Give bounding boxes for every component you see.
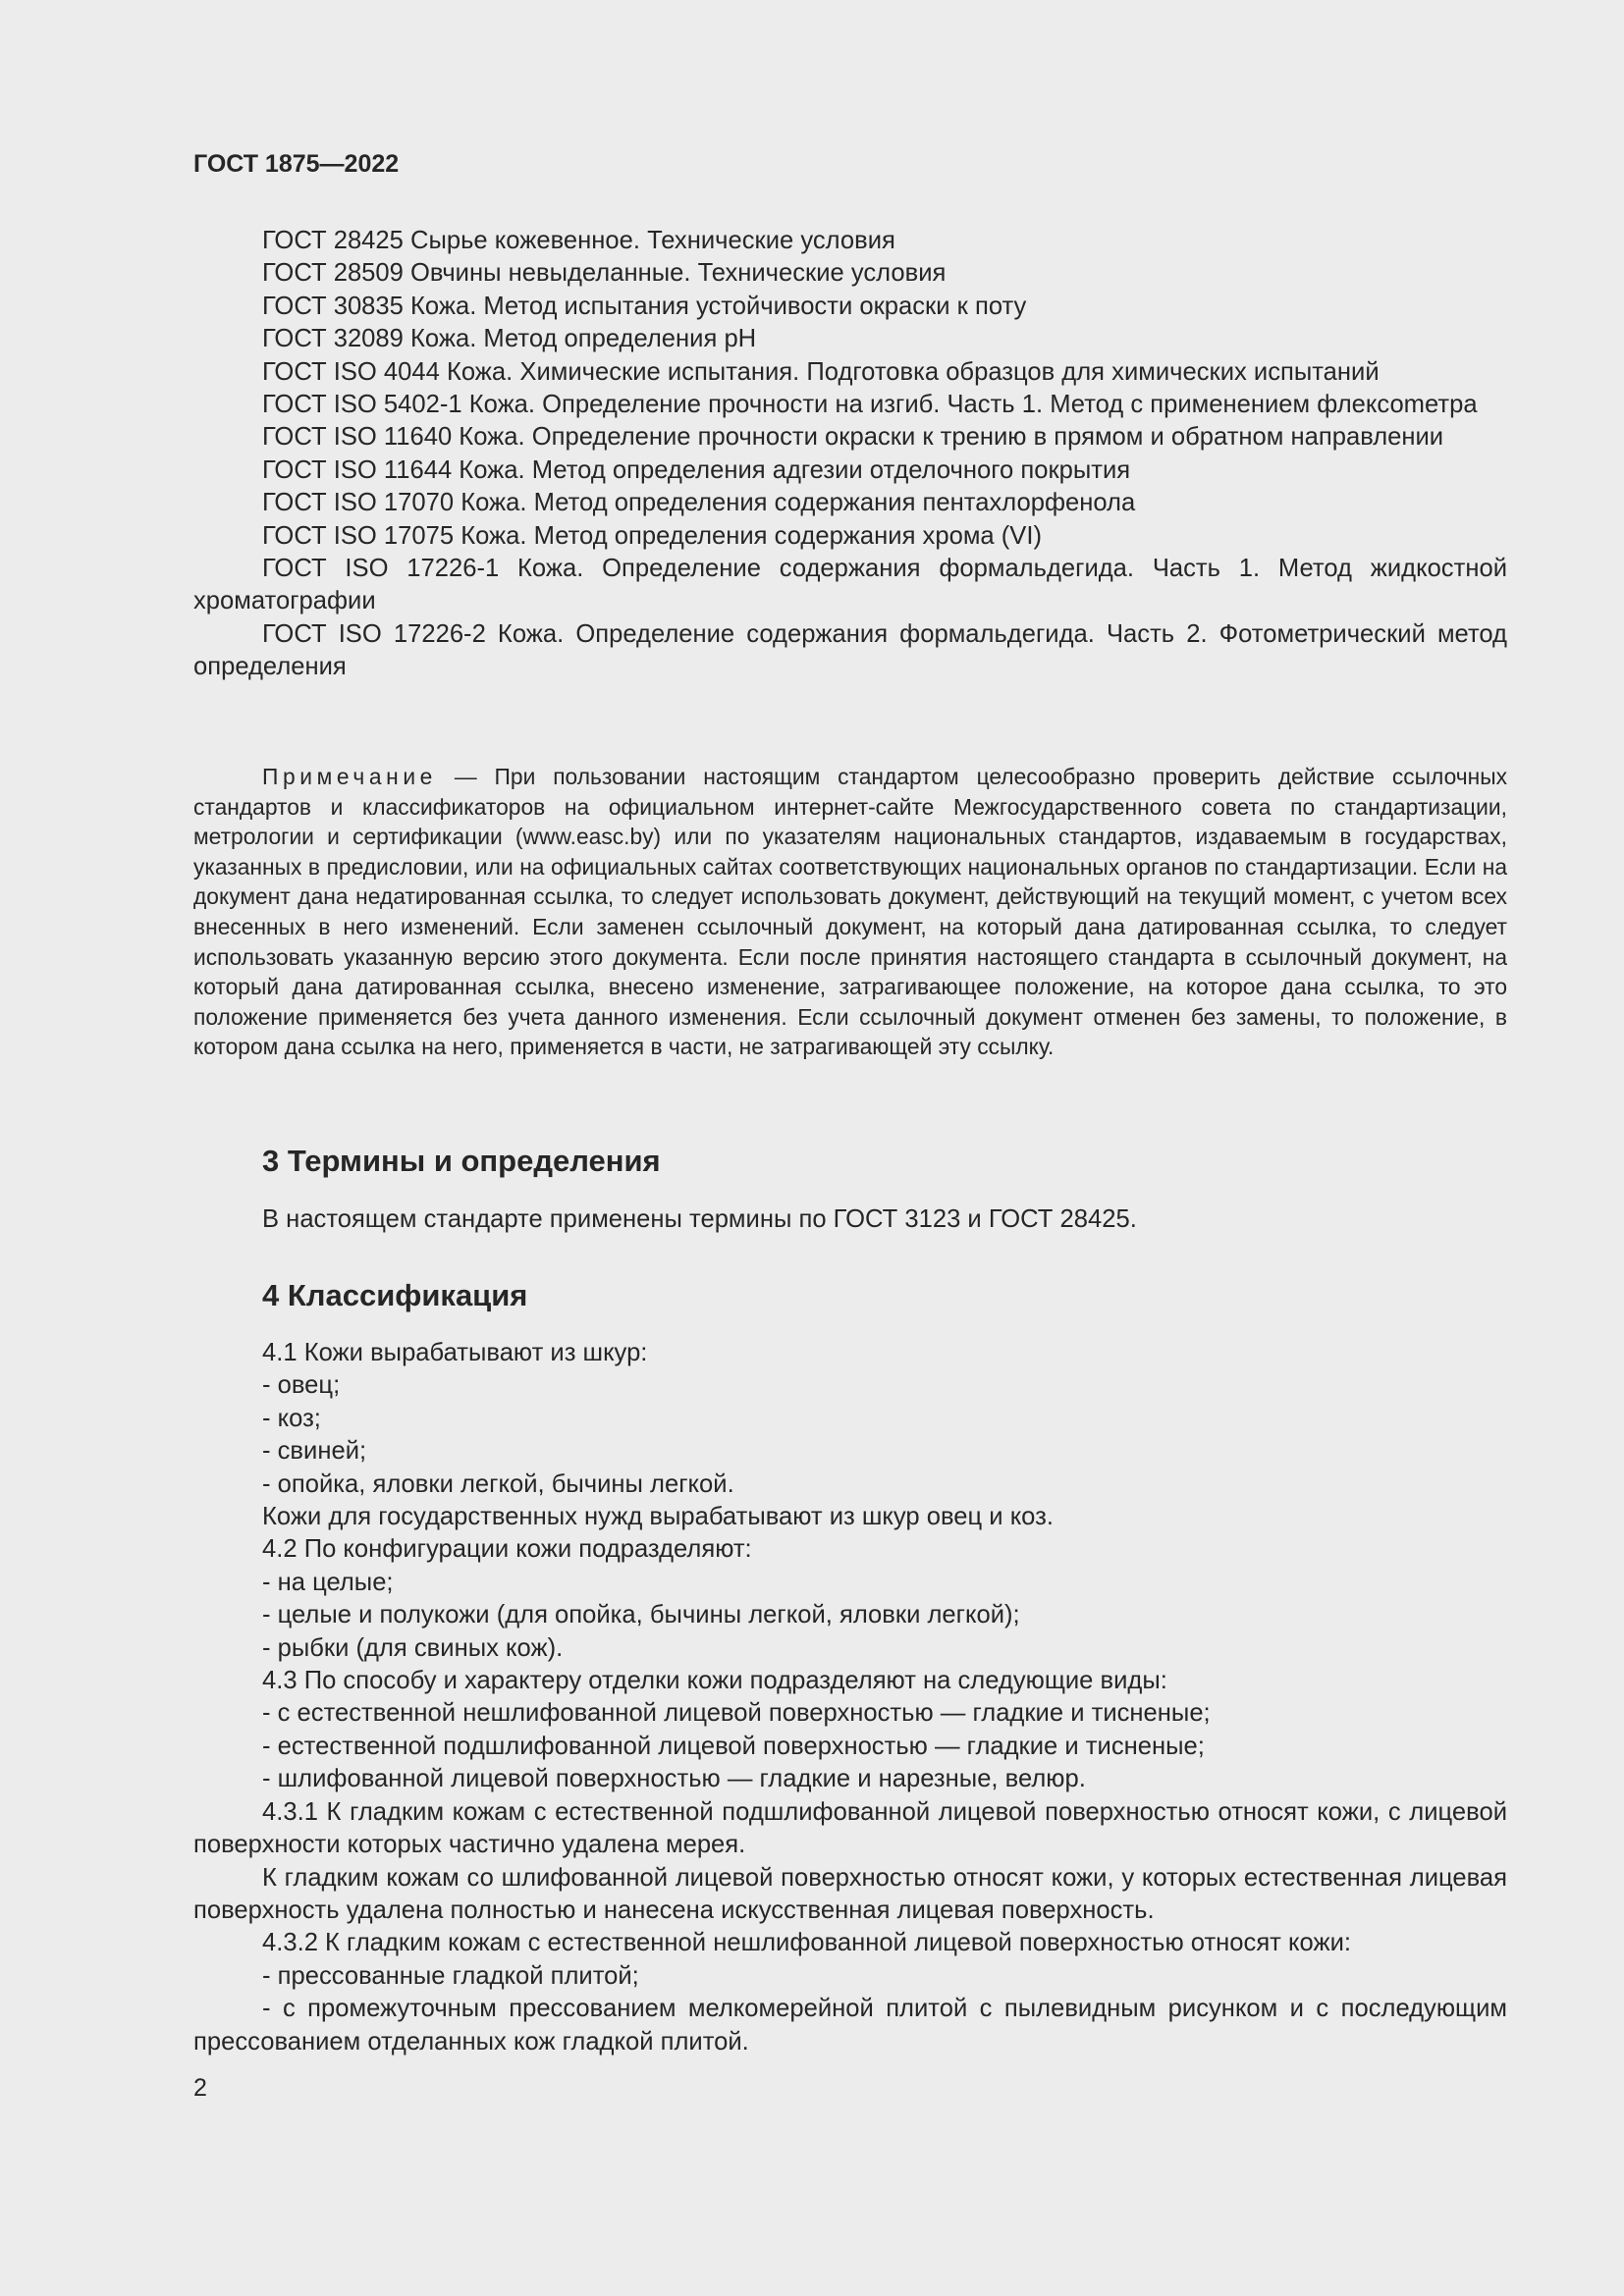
classification-line: - на целые;: [262, 1568, 394, 1596]
document-header: ГОСТ 1875—2022: [193, 150, 400, 178]
classification-line: 4.3.1 К гладким кожам с естественной подшлифованной лицевой поверхностью относят кожи, с лицевой поверхности которых частично удалена мерея.: [193, 1797, 1507, 1859]
reference-item: ГОСТ 28425 Сырье кожевенное. Технические условия: [262, 227, 895, 254]
classification-line: 4.3.2 К гладким кожам с естественной нешлифованной лицевой поверхностью относят кожи:: [262, 1929, 1351, 1957]
section-4-title: 4 Классификация: [262, 1278, 528, 1312]
reference-item: ГОСТ ISO 4044 Кожа. Химические испытания. Подготовка образцов для химических испытаний: [262, 357, 1380, 386]
note-label: Примечание: [262, 764, 437, 789]
section-3-title: 3 Термины и определения: [262, 1144, 661, 1178]
classification-line: - рыбки (для свиных кож).: [262, 1633, 564, 1662]
classification-line: 4.2 По конфигурации кожи подразделяют:: [262, 1535, 752, 1564]
reference-item: ГОСТ ISO 11640 Кожа. Определение прочности окраски к трению в прямом и обратном направлении: [262, 423, 1444, 452]
classification-line: - овец;: [262, 1371, 341, 1400]
reference-item: ГОСТ ISO 17070 Кожа. Метод определения содержания пентахлорфенола: [262, 489, 1136, 517]
classification-line: - прессованные гладкой плитой;: [262, 1961, 639, 1990]
classification-line: Кожи для государственных нужд вырабатывают из шкур овец и коз.: [262, 1503, 1054, 1531]
normative-references-list: [193, 225, 1507, 684]
classification-line: - с промежуточным прессованием мелкомерейной плитой с пылевидным рисунком и с последующим прессованием отделанных кож гладкой плитой.: [193, 1995, 1507, 2056]
reference-item: ГОСТ ISO 11644 Кожа. Метод определения адгезии отделочного покрытия: [262, 455, 1131, 484]
classification-line: - естественной подшлифованной лицевой поверхностью — гладкие и тисненые;: [262, 1732, 1205, 1760]
page-number: 2: [193, 2074, 207, 2102]
reference-item: ГОСТ ISO 17226-1 Кожа. Определение содержания формальдегида. Часть 1. Метод жидкостной хроматографии: [193, 555, 1507, 615]
section-3-text: В настоящем стандарте применены термины по ГОСТ 3123 и ГОСТ 28425.: [262, 1205, 1137, 1233]
classification-line: - с естественной нешлифованной лицевой поверхностью — гладкие и тисненые;: [262, 1699, 1211, 1728]
reference-item: ГОСТ ISO 5402-1 Кожа. Определение прочности на изгиб. Часть 1. Метод с применением флексоmетра: [262, 391, 1478, 419]
classification-line: - целые и полукожи (для опойка, бычины легкой, яловки легкой);: [262, 1601, 1020, 1629]
classification-line: - коз;: [262, 1404, 321, 1432]
classification-line: - шлифованной лицевой поверхностью — гладкие и нарезные, велюр.: [262, 1765, 1086, 1793]
reference-item: ГОСТ ISO 17075 Кожа. Метод определения содержания хрома (VI): [262, 521, 1042, 550]
classification-line: 4.1 Кожи вырабатывают из шкур:: [262, 1339, 648, 1366]
classification-body: [193, 1337, 1507, 2058]
references-note: [193, 762, 1507, 1062]
classification-line: К гладким кожам со шлифованной лицевой поверхностью относят кожи, у которых естественная лицевая поверхность удалена полностью и нанесена искусственная лицевая поверхность.: [193, 1863, 1507, 1924]
classification-line: 4.3 По способу и характеру отделки кожи подразделяют на следующие виды:: [262, 1667, 1167, 1695]
reference-item: ГОСТ 32089 Кожа. Метод определения pH: [262, 325, 757, 353]
reference-item: ГОСТ 30835 Кожа. Метод испытания устойчивости окраски к поту: [262, 292, 1027, 320]
classification-line: - свиней;: [262, 1437, 367, 1466]
note-text: — При пользовании настоящим стандартом целесообразно проверить действие ссылочных стандартов и классификаторов на официальном интернет-сайте Межгосударственного совета по стандартизации, метрологии и сертификации (www.easc.by) или по указателям национальных стандартов, издаваемым в государствах, указанных в предисловии, или на официальных сайтах соответствующих национальных органов по стандартизации. Если на документ дана недатированная ссылка, то следует использовать документ, действующий на текущий момент, с учетом всех внесенных в него изменений. Если заменен ссылочный документ, на который дана датированная ссылка, то следует использовать указанную версию этого документа. Если после принятия настоящего стандарта в ссылочный документ, на который дана датированная ссылка, внесено изменение, затрагивающее положение, на которое дана ссылка, то это положение применяется без учета данного изменения. Если ссылочный документ отменен без замены, то положение, в котором дана ссылка на него, применяется в части, не затрагивающей эту ссылку.: [193, 764, 1507, 1060]
reference-item: ГОСТ 28509 Овчины невыделанные. Технические условия: [262, 259, 947, 288]
reference-item: ГОСТ ISO 17226-2 Кожа. Определение содержания формальдегида. Часть 2. Фотометрический метод определения: [193, 619, 1507, 681]
classification-line: - опойка, яловки легкой, бычины легкой.: [262, 1469, 734, 1498]
